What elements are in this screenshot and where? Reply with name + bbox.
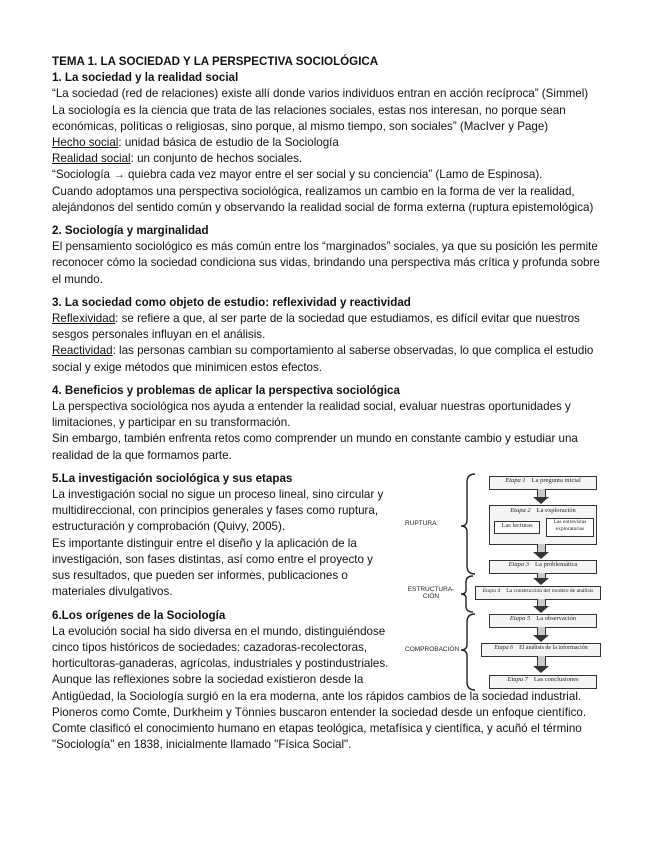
stage-2-lecturas: Las lecturas bbox=[494, 521, 540, 534]
s2-paragraph: El pensamiento sociológico es más común entre los “marginados” sociales, ya que su posición les permite reconocer cómo la sociedad condiciona sus vidas, brindando una perspectiva más crítica y profunda sobre el mundo. bbox=[52, 240, 600, 286]
term-hecho-social: Hecho social bbox=[52, 136, 119, 150]
s5-paragraph-2: Es importante distinguir entre el diseño y la aplicación de la investigación, son fases distintas, así como entre el proyecto y sus resultados, que pueden ser informes, publicaciones o materiales divulgativos. bbox=[52, 536, 373, 599]
s6-paragraph-2a: Aunque las reflexiones sobre la sociedad existieron desde la bbox=[52, 673, 364, 687]
term-reflexividad: Reflexividad bbox=[52, 312, 116, 326]
s3-reactividad: Reactividad: las personas cambian su comportamiento al saberse observadas, lo que complica el estudio social y exige métodos que minimicen estos efectos. bbox=[52, 344, 594, 374]
document-title: TEMA 1. LA SOCIEDAD Y LA PERSPECTIVA SOCIOLÓGICA bbox=[52, 55, 379, 68]
s4-paragraph-2: Sin embargo, también enfrenta retos como comprender un mundo en constante cambio y estudiar una realidad de la que formamos parte. bbox=[52, 432, 578, 462]
stage-1-box: Etapa 1 La pregunta inicial bbox=[489, 476, 597, 490]
s1-quote-simmel: “La sociedad (red de relaciones) existe allí donde varios individuos entran en acción recíproca” (Simmel) bbox=[52, 87, 589, 101]
s1-paragraph: Cuando adoptamos una perspectiva sociológica, realizamos un cambio en la forma de ver la realidad, alejándonos del sentido común y observando la realidad social de forma externa (ruptura epistemológica) bbox=[52, 184, 594, 214]
term-reactividad: Reactividad bbox=[52, 344, 113, 358]
stage-2-box: Etapa 2 La exploración Las lecturas Las entrevistas exploratorias bbox=[489, 505, 597, 545]
s1-quote-maciver: La sociología es la ciencia que trata de las relaciones sociales, estas nos interesan, no porque sean económicas, políticas o religiosas, sino porque, al mismo tiempo, son sociales” (MacIver y Page) bbox=[52, 103, 566, 133]
stage-2-entrevistas: Las entrevistas exploratorias bbox=[546, 518, 594, 537]
s6-paragraph-2b: Antigüedad, la Sociología surgió en la era moderna, ante los rápidos cambios de la sociedad industrial. Pioneros como Comte, Durkheim y Tönnies buscaron entender la sociedad desde un enfoque científico. Comte clasificó el conocimiento humano en etapas teológica, metafísica y científica, y acuñó el término "Sociología" en 1838, inicialmente llamado "Física Social". bbox=[52, 689, 587, 752]
section-3-heading: 3. La sociedad como objeto de estudio: reflexividad y reactividad bbox=[52, 295, 411, 309]
s3-reflexividad: Reflexividad: se refiere a que, al ser parte de la sociedad que estudiamos, es difícil evitar que nuestros sesgos personales influyan en el análisis. bbox=[52, 312, 580, 342]
section-5-heading: 5.La investigación sociológica y sus etapas bbox=[52, 471, 293, 485]
s1-def-hecho-social: Hecho social: unidad básica de estudio de la Sociología bbox=[52, 136, 339, 150]
label-estructuracion: ESTRUCTURA-CIÓN bbox=[407, 586, 455, 600]
stage-5-box: Etapa 5 La observación bbox=[489, 614, 597, 628]
s4-paragraph-1: La perspectiva sociológica nos ayuda a entender la realidad social, evaluar nuestras oportunidades y limitaciones, y participar en su transformación. bbox=[52, 400, 571, 430]
stage-6-box: Etapa 6 El análisis de la información bbox=[481, 643, 601, 657]
section-1-heading: 1. La sociedad y la realidad social bbox=[52, 71, 239, 85]
label-comprobacion: COMPROBACIÓN bbox=[405, 646, 460, 653]
research-stages-diagram bbox=[403, 472, 603, 702]
s6-paragraph-1: La evolución social ha sido diversa en el mundo, distinguiéndose cinco tipos históricos de sociedades: cazadoras-recolectoras, horticultoras-ganaderas, agrícolas, industriales y postindustriales. bbox=[52, 624, 389, 671]
s1-quote-lamo: “Sociología → quiebra cada vez mayor entre el ser social y su conciencia” (Lamo de Espinosa). bbox=[52, 168, 543, 182]
term-realidad-social: Realidad social bbox=[52, 152, 131, 166]
section-4-heading: 4. Beneficios y problemas de aplicar la perspectiva sociológica bbox=[52, 383, 400, 397]
section-6-heading: 6.Los orígenes de la Sociología bbox=[52, 608, 226, 622]
s1-def-realidad-social: Realidad social: un conjunto de hechos sociales. bbox=[52, 152, 303, 166]
label-ruptura: RUPTURA bbox=[405, 520, 437, 527]
stage-7-box: Etapa 7 Las conclusiones bbox=[489, 675, 597, 689]
stage-3-box: Etapa 3 La problemática bbox=[489, 560, 597, 574]
section-2-heading: 2. Sociología y marginalidad bbox=[52, 224, 209, 238]
stage-4-box: Etapa 4 La construcción del modelo de análisis bbox=[475, 586, 601, 600]
s5-paragraph-1: La investigación social no sigue un proceso lineal, sino circular y multidireccional, con principios generales y fases como ruptura, estructuración y comprobación (Quivy, 2005). bbox=[52, 488, 384, 534]
